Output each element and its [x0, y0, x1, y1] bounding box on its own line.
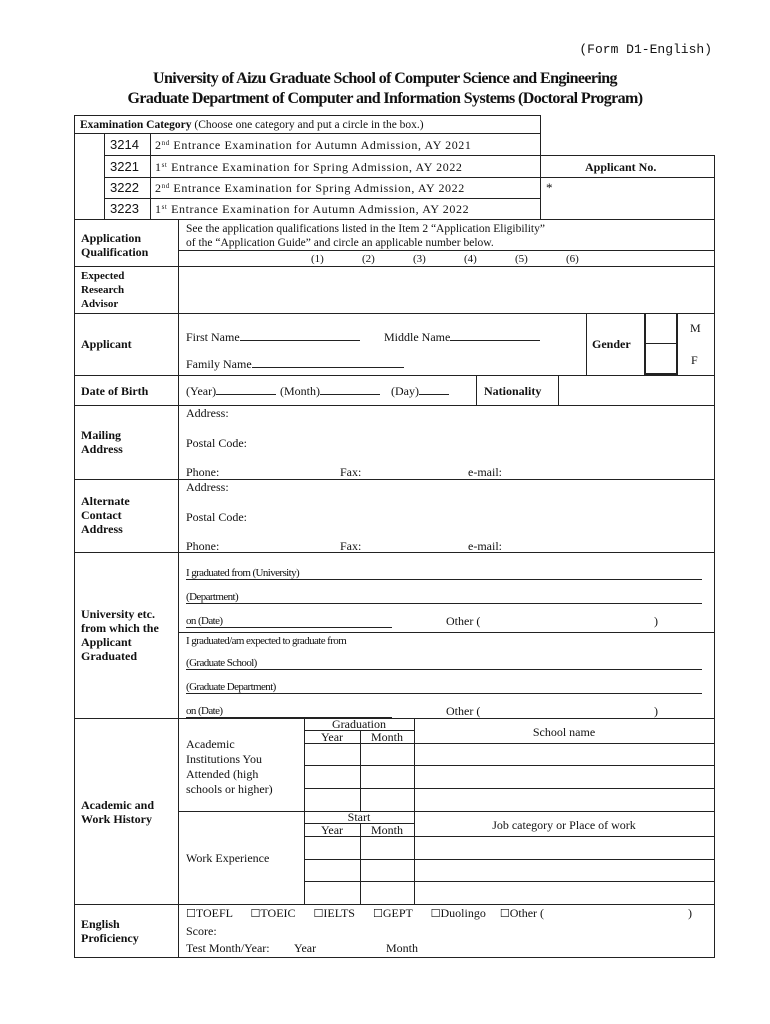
graduated-department-field[interactable]: (Department): [186, 591, 239, 603]
other-test-option[interactable]: ☐Other (: [499, 906, 545, 920]
graduation-header: Graduation: [332, 717, 386, 731]
academic-institutions-label: Academic Institutions You Attended (high schools or higher): [186, 737, 273, 796]
duolingo-option[interactable]: ☐Duolingo: [430, 906, 486, 920]
test-month-year-label: Test Month/Year:: [186, 941, 270, 955]
score-field[interactable]: Score:: [186, 924, 217, 938]
mailing-address-field[interactable]: Address:: [186, 406, 229, 420]
graduation-year-header: Year: [320, 730, 344, 744]
graduated-university-field[interactable]: I graduated from (University): [186, 567, 300, 579]
university-label: University etc. from which the Applicant Graduated: [81, 607, 159, 663]
mailing-phone-field[interactable]: Phone:: [186, 465, 220, 479]
graduated-date-field[interactable]: on (Date): [186, 615, 223, 627]
other-test-close: ): [688, 906, 692, 920]
exam-option-3-text: 2nd Entrance Examination for Spring Admission, AY 2022: [155, 181, 465, 195]
exam-option-4-text: 1st Entrance Examination for Autumn Admission, AY 2022: [155, 202, 470, 216]
birth-label: Date of Birth: [81, 384, 149, 398]
exam-option-2-code: 3221: [110, 159, 139, 174]
mailing-postal-field[interactable]: Postal Code:: [186, 436, 248, 450]
history-label: Academic and Work History: [81, 798, 154, 826]
start-year-header: Year: [320, 823, 344, 837]
expected-graduation-text: I graduated/am expected to graduate from: [186, 635, 347, 647]
toefl-checkbox-icon[interactable]: ☐: [186, 907, 196, 920]
qualification-number-3[interactable]: (3): [413, 253, 426, 265]
family-name-field[interactable]: Family Name: [186, 357, 404, 371]
english-tests-row: [186, 906, 544, 921]
toeic-checkbox-icon[interactable]: ☐: [250, 907, 261, 920]
expected-other-field[interactable]: Other (: [446, 704, 481, 718]
qualification-number-5[interactable]: (5): [515, 253, 528, 265]
graduate-department-field[interactable]: (Graduate Department): [186, 681, 276, 693]
gender-label: Gender: [592, 337, 631, 351]
gept-option[interactable]: ☐GEPT: [372, 906, 413, 920]
toefl-option[interactable]: ☐TOEFL: [186, 906, 233, 920]
alternate-address-field[interactable]: Address:: [186, 480, 229, 494]
exam-option-1-text: 2nd Entrance Examination for Autumn Admission, AY 2021: [155, 138, 472, 152]
alternate-email-field[interactable]: e-mail:: [468, 539, 502, 553]
first-name-field[interactable]: First Name: [186, 330, 360, 344]
school-name-header: School name: [532, 725, 596, 739]
mailing-fax-field[interactable]: Fax:: [340, 465, 362, 479]
qualification-number-2[interactable]: (2): [362, 253, 375, 265]
middle-name-field[interactable]: Middle Name: [384, 330, 540, 344]
gender-male[interactable]: M: [690, 321, 701, 335]
exam-option-1-box[interactable]: [76, 137, 103, 154]
graduated-other-close: ): [654, 614, 658, 628]
test-month-field[interactable]: Month: [386, 941, 419, 955]
title-department: Graduate Department of Computer and Information Systems (Doctoral Program): [127, 90, 643, 107]
gept-checkbox-icon[interactable]: ☐: [372, 907, 383, 920]
toeic-option[interactable]: ☐TOEIC: [250, 906, 296, 920]
birth-month-field[interactable]: (Month): [280, 384, 380, 398]
nationality-label: Nationality: [484, 384, 542, 398]
applicant-label: Applicant: [81, 337, 132, 351]
start-month-header: Month: [370, 823, 403, 837]
applicant-no-mark: *: [546, 180, 553, 195]
form-number: (Form D1-English): [579, 42, 712, 57]
qualification-text-1: See the application qualifications listed in the Item 2 “Application Eligibility”: [186, 223, 545, 235]
graduated-other-field[interactable]: Other (: [446, 614, 481, 628]
ielts-checkbox-icon[interactable]: ☐: [313, 907, 324, 920]
mailing-label: Mailing Address: [81, 428, 123, 456]
mailing-email-field[interactable]: e-mail:: [468, 465, 502, 479]
exam-option-3-code: 3222: [110, 180, 139, 195]
exam-category-heading: Examination Category (Choose one category and put a circle in the box.): [80, 119, 424, 131]
alternate-phone-field[interactable]: Phone:: [186, 539, 220, 553]
duolingo-checkbox-icon[interactable]: ☐: [430, 907, 441, 920]
start-header: Start: [347, 810, 371, 824]
graduate-school-field[interactable]: (Graduate School): [186, 657, 257, 669]
exam-option-2-text: 1st Entrance Examination for Spring Admission, AY 2022: [155, 160, 463, 174]
other-checkbox-icon[interactable]: ☐: [499, 907, 510, 920]
applicant-no-label: Applicant No.: [585, 160, 657, 174]
qualification-text-2: of the “Application Guide” and circle an applicable number below.: [186, 237, 494, 249]
alternate-postal-field[interactable]: Postal Code:: [186, 510, 248, 524]
qualification-label: Application Qualification: [81, 231, 149, 259]
qualification-number-6[interactable]: (6): [566, 253, 579, 265]
qualification-number-4[interactable]: (4): [464, 253, 477, 265]
birth-year-field[interactable]: (Year): [186, 384, 276, 398]
expected-date-field[interactable]: on (Date): [186, 705, 223, 717]
expected-other-close: ): [654, 704, 658, 718]
exam-option-4-code: 3223: [110, 201, 139, 216]
test-year-field[interactable]: Year: [294, 941, 317, 955]
qualification-number-1[interactable]: (1): [311, 253, 324, 265]
advisor-field[interactable]: [182, 270, 710, 310]
alternate-fax-field[interactable]: Fax:: [340, 539, 362, 553]
english-label: English Proficiency: [81, 917, 139, 945]
advisor-label: Expected Research Advisor: [81, 270, 125, 310]
work-experience-label: Work Experience: [186, 851, 270, 865]
ielts-option[interactable]: ☐IELTS: [313, 906, 355, 920]
exam-option-1-code: 3214: [110, 137, 139, 152]
job-header: Job category or Place of work: [492, 818, 636, 832]
title-university: University of Aizu Graduate School of Computer Science and Engineering: [153, 70, 617, 87]
graduation-month-header: Month: [370, 730, 403, 744]
gender-female[interactable]: F: [691, 353, 698, 367]
alternate-label: Alternate Contact Address: [81, 494, 130, 536]
birth-day-field[interactable]: (Day): [391, 384, 449, 398]
